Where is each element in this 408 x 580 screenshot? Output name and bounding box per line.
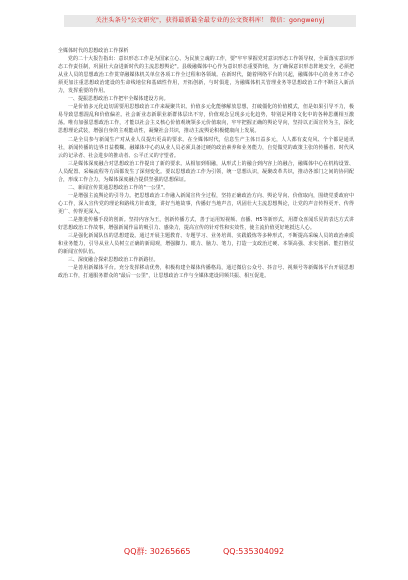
paragraph-list bbox=[58, 55, 354, 280]
document-body bbox=[58, 47, 354, 533]
body-paragraph: 二是全员参与新闻生产对从业人员提出更高的要求。在全媒体时代，信息生产主体日益多元，人人都有麦克风、个个都是通讯社，新闻传播的边界日益模糊。融媒体中心的从业人员必须具备过硬的政治素养和业务能力，自觉做党的政策主张的传播者、时代风云的记录者、社会进步的推动者、公平正义的守望者。 bbox=[58, 136, 354, 159]
promo-banner: 关注头条号"公文研究"，获得最新最全最专业的公文资料库！ 微信：gongwenyj bbox=[64, 15, 356, 27]
body-paragraph: 党的二十大报告指出：意识形态工作是为国家立心、为民族立魂的工作，要"牢牢掌握党对意识形态工作领导权，全面落实意识形态工作责任制，巩固壮大奋进新时代的主流思想舆论"。县级融媒体中心作为意识形态重要阵地，为了确保意识形态阵地安全，必须把从业人员的思想政治工作贯穿融媒体机关单位各项工作全过程和各领域。在新时代，随着网络平台的兴起，融媒体中心的业务工作必须更加注重思想政治建设的生命线地位和基础性作用，开拓创新，与时俱进，为融媒体机关管理业务等思想政治工作不断注入新活力，发挥重要的作用。 bbox=[58, 56, 354, 95]
body-paragraph: 二是推进传播手段的创新。坚持内容为王，创新传播方式，善于运用短视频、直播、H5等新形式，用群众喜闻乐见的表达方式讲好思想政治工作故事，增强新闻作品的吸引力、感染力，提高宣传的针对性和实效性，使主流价值更好地抵达人心。 bbox=[58, 216, 354, 232]
section-heading: 二、新闻宣传贯通思想政治工作的"一公里"。 bbox=[67, 184, 169, 191]
body-paragraph: 三是媒体深度融合对思想政治工作提出了新的要求。从相加到相融，从形式上的融合到内容上的融合，融媒体中心在机构设置、人员配置、采编流程等方面都发生了深刻变化。要以思想政治工作为引领，统一思想认识，凝聚改革共识，推动各部门之间的协同配合，形成工作合力，为媒体深度融合提供坚强的思想保证。 bbox=[58, 160, 354, 183]
contact-footer bbox=[0, 547, 408, 557]
body-paragraph: 一是价值多元化迫切需要用思想政治工作来凝聚共识。价值多元化能够解放思想，打破僵化的价值模式，但是如果引导不力，极易导致思想混乱和价值偏差。社会新业态新职业新群体层出不穷，价值观念呈现多元化趋势，特别是网络文化中的各种思潮相互激荡。唯有加强思想政治工作，才能以社会主义核心价值观统领多元价值取向，牢牢把握正确的舆论导向，坚持以正面宣传为主，深化思想理论武装，增强自身的主观能动性，凝聚社会共识，推动主流舆论积极健康向上发展。 bbox=[58, 104, 354, 135]
qq-number-text: QQ:535304092 bbox=[223, 547, 285, 556]
body-paragraph: 一是善用新媒体平台。充分发挥移动优势，积极构建全媒体传播格局，通过微信公众号、抖音号、视频号等新媒体平台开展思想政治工作，打通服务群众的"最后一公里"，让思想政治工作与全媒体建设同频共振、相互促进。 bbox=[58, 265, 354, 280]
body-paragraph: 一是增强主流舆论的引导力。把思想政治工作融入新闻宣传全过程，坚持正确政治方向、舆论导向、价值取向，围绕党委政府中心工作，深入宣传党的理论和路线方针政策，讲好当地故事，传播好当地声音，巩固壮大主流思想舆论，让党的声音传得更开、传得更广、传得更深入。 bbox=[58, 192, 354, 215]
section-heading: 一、提振思想政治工作把牢全媒体建设方向。 bbox=[67, 96, 169, 103]
section-heading: 三、深度融合探索思想政治工作新路径。 bbox=[67, 257, 159, 264]
body-paragraph: 三是强化新闻队伍的思想建设。通过开展主题教育、专题学习、业务培训、实践锻炼等多种形式，不断提高采编人员的政治素质和业务能力，引导从业人员树立正确的新闻观，增强脚力、眼力、脑力、笔力，打造一支政治过硬、本领高强、求实创新、能打胜仗的新闻宣传队伍。 bbox=[58, 233, 354, 256]
document-title: 全媒体时代的思想政治工作探析 bbox=[58, 48, 129, 54]
qq-group-text: QQ群: 30265665 bbox=[123, 547, 191, 556]
